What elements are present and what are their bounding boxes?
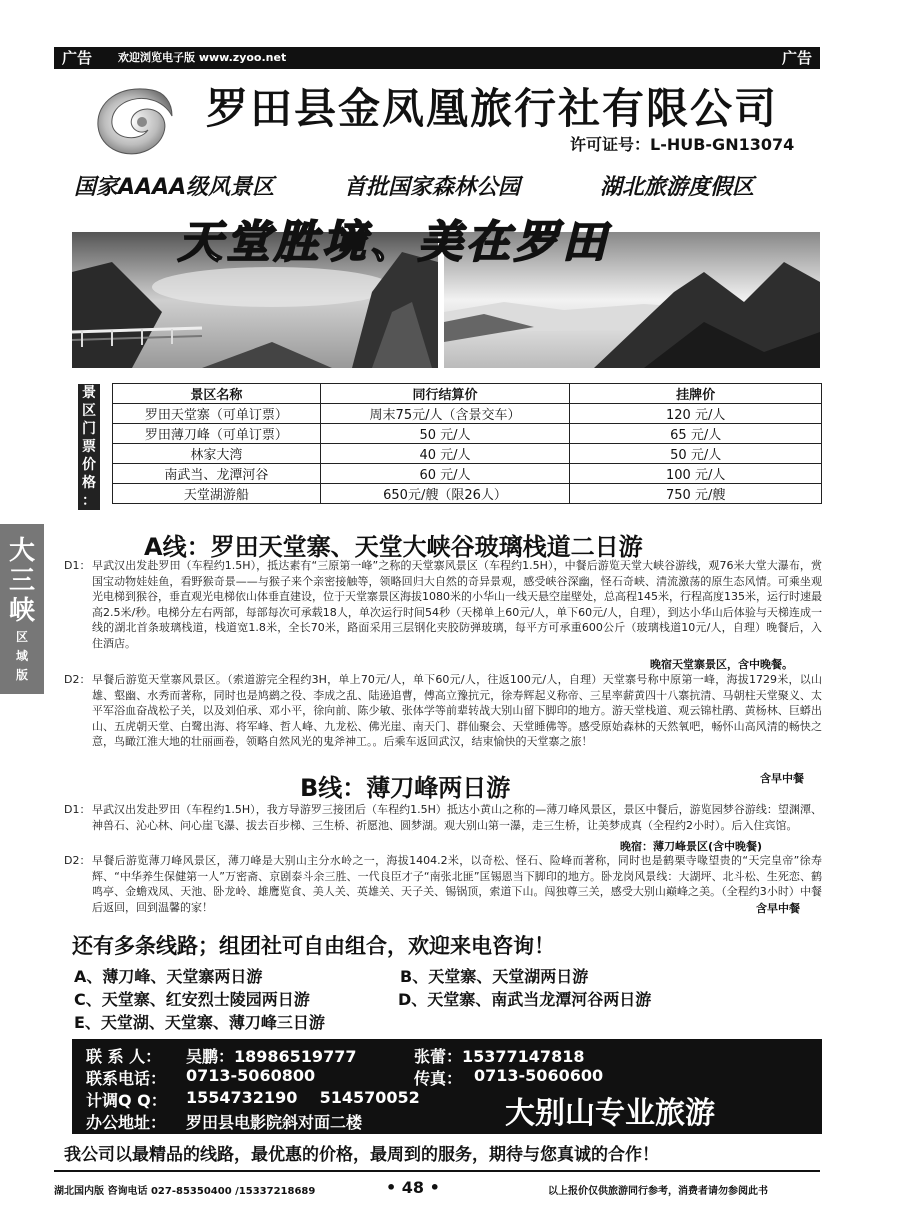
table-row [113, 464, 822, 484]
ad-tag-right: 广告 [782, 49, 813, 67]
side-char: 格 [82, 475, 96, 491]
route-a-title: A线：罗田天堂寨、天堂大峡谷玻璃栈道二日游 [144, 533, 643, 561]
headline: 天堂胜境、美在罗田 [178, 217, 610, 268]
cell-name: 南武当、龙潭河谷 [113, 464, 321, 484]
route-a-day2-note: 含早中餐 [760, 772, 804, 785]
regional-edition-side-banner [0, 524, 44, 694]
route-b-day1-note: 晚宿：薄刀峰景区(含中晚餐) [620, 840, 763, 853]
cell-agent-price: 40 元/人 [320, 444, 570, 464]
cell-agent-price: 650元/艘（限26人） [320, 484, 570, 504]
footer-left: 湖北国内版 咨询电话 027-85350400 /15337218689 [54, 1186, 316, 1197]
route-a-day2 [64, 672, 822, 750]
page-number: • 48 • [386, 1178, 440, 1197]
day-label: D2： [64, 673, 91, 686]
bottom-slogan: 我公司以最精品的线路，最优惠的价格，最周到的服务，期待与您真诚的合作！ [64, 1145, 659, 1165]
contact-qq-label: 计调Q Q： [86, 1091, 167, 1110]
day-label: D1： [64, 803, 91, 816]
cell-list-price: 750 元/艘 [570, 484, 822, 504]
route-a-day1 [64, 558, 822, 651]
banner-sub: 域 [15, 648, 28, 663]
contact-fax: 0713-5060600 [474, 1066, 604, 1085]
company-name: 罗田县金凤凰旅行社有限公司 [206, 84, 779, 133]
header-agent-price: 同行结算价 [320, 384, 570, 404]
slogan-resort: 湖北旅游度假区 [600, 175, 755, 200]
day-text: 早餐后游览天堂寨风景区。（索道游完全程约3H，单上70元/人，单下60元/人，往返100元/人，自理）天堂寨号称中原第一峰，海拔1729米，以山雄、壑幽、水秀而著称，同时也是鸠鹚之役、李成之乱、陆逊追曹，傅高立豫抗元，徐寿辉起义称帝、三星率薪黄四十八寨抗清、马朝柱天堂聚义、太平军浴血奋战松子关，以及刘伯承、邓小平，徐向前、陈少敏、张体学等前辈转战大别山留下脚印的地方。游天堂栈道、观云锦杜鹃、黄杨林、巨蟒出山、五虎朝天堂、白鹭出海、将军峰、哲人峰、九龙松、佛光崖、南天门、群仙聚会、天堂睡佛等。感受原始森林的天然氧吧，畅怀山高风清的畅快之意，鸟瞰江淮大地的壮丽画卷，领略自然风光的鬼斧神工。。后乘车返回武汉，结束愉快的天堂寨之旅！ [92, 673, 822, 748]
cell-agent-price: 周末75元/人（含景交车） [320, 404, 570, 424]
day-label: D1： [64, 559, 91, 572]
ticket-price-side-label [78, 384, 100, 510]
contact-fax-label: 传真： [414, 1069, 463, 1088]
side-char: 区 [82, 403, 96, 419]
side-char: ： [82, 493, 96, 509]
slogan-forest-park: 首批国家森林公园 [344, 175, 521, 200]
contact-phone-label: 联系电话： [86, 1069, 167, 1088]
route-b-day2 [64, 853, 822, 915]
phoenix-logo-icon [90, 80, 180, 162]
big-slogan: 大别山专业旅游 [505, 1096, 715, 1131]
route-b-day2-note: 含早中餐 [756, 902, 800, 915]
website-url[interactable]: 欢迎浏览电子版 www.zyoo.net [118, 51, 287, 64]
cell-name: 罗田薄刀峰（可单订票） [113, 424, 321, 444]
more-route-item: B、天堂寨、天堂湖两日游 [400, 967, 589, 986]
cell-name: 罗田天堂寨（可单订票） [113, 404, 321, 424]
banner-char: 三 [8, 565, 35, 596]
contact-person-1: 吴鹏：18986519777 [186, 1047, 357, 1066]
day-text: 早武汉出发赴罗田（车程约1.5H），抵达素有“三原第一峰”之称的天堂寨风景区（车程约1.5H），中餐后游览天堂大峡谷游线，观76米大堂大瀑布，赏国宝动物娃娃鱼，看野猴奇景——与猴子来个亲密接触等，领略回归大自然的奇异景观，感受峡谷深幽，怪石奇峡、清流激荡的原生态风情。可乘坐观光电梯到猴谷，垂直观光电梯依山体垂直建设，位于天堂寨景区海拔1080米的小华山一线天悬空崖壁处，总高程145米，行程高度135米，运行时速最高2.5米/秒。电梯分左右两部，每部每次可承载18人，单次运行时间54秒（天梯单上60元/人，单下60元/人，自理），到达小华山后体验与天梯连成一线的湖北首条玻璃栈道，栈道宽1.8米，全长70米，路面采用三层钢化夹胶防弹玻璃，每平方可承重600公斤（玻璃栈道10元/人，自理）晚餐后，入住酒店。 [92, 559, 822, 650]
cell-agent-price: 60 元/人 [320, 464, 570, 484]
more-routes-title: 还有多条线路；组团社可自由组合，欢迎来电咨询！ [72, 934, 555, 958]
day-text: 早武汉出发赴罗田（车程约1.5H），我方导游罗三接团后（车程约1.5H）抵达小黄山之称的—薄刀峰风景区，景区中餐后，游览园梦谷游线：望渊潭、神兽石、沁心林、问心崖飞瀑、拔去百步梯、三生桥、祈愿池、圆梦湖。观大别山第一瀑，走三生桥，让美梦成真（全程约2小时）。后入住宾馆。 [92, 803, 822, 832]
side-char: 票 [82, 439, 96, 455]
route-b-day1 [64, 802, 822, 833]
more-route-item: E、天堂湖、天堂寨、薄刀峰三日游 [74, 1013, 325, 1032]
table-row [113, 404, 822, 424]
route-a-day1-note: 晚宿天堂寨景区，含中晚餐。 [650, 658, 793, 671]
contact-address: 罗田县电影院斜对面二楼 [186, 1113, 363, 1132]
cell-name: 林家大湾 [113, 444, 321, 464]
header-list-price: 挂牌价 [570, 384, 822, 404]
header-scenic-name: 景区名称 [113, 384, 321, 404]
cell-list-price: 120 元/人 [570, 404, 822, 424]
side-char: 门 [82, 421, 96, 437]
side-char: 景 [82, 385, 96, 401]
table-row [113, 444, 822, 464]
more-route-item: A、薄刀峰、天堂寨两日游 [74, 967, 263, 986]
banner-sub: 版 [15, 667, 28, 682]
cell-name: 天堂湖游船 [113, 484, 321, 504]
more-route-item: D、天堂寨、南武当龙潭河谷两日游 [398, 990, 652, 1009]
table-row [113, 484, 822, 504]
divider [54, 1170, 820, 1172]
side-char: 价 [82, 457, 96, 473]
slogan-aaaa: 国家AAAA级风景区 [74, 175, 275, 200]
ad-tag-left: 广告 [62, 49, 93, 67]
day-text: 早餐后游览薄刀峰风景区，薄刀峰是大别山主分水岭之一，海拔1404.2米，以奇松、怪石、险峰而著称，同时也是鹤栗寺喙望贵的“天完皇帝”徐寿辉、“中华养生保健第一人”万密斋、京剧泰斗余三胜、一代良臣才子“南张北匪”匡锡恩当下脚印的地方。卧龙岗风景线：大湖坪、北斗松、生死恋、鹤鸣亭、金蟾戏凤、天池、卧龙岭、雄鹰览食、美人关、英雄关、天子关、锡锅顶，索道下山。闯独尊三关，感受大别山巅峰之美。（全程约3小时）中餐后返回，回到温馨的家！ [92, 854, 822, 914]
day-label: D2： [64, 854, 91, 867]
footer-right: 以上报价仅供旅游同行参考，消费者请勿参阅此书 [548, 1186, 768, 1197]
license-number: 许可证号：L-HUB-GN13074 [570, 135, 795, 154]
contact-person-label: 联 系 人： [86, 1047, 162, 1066]
more-route-item: C、天堂寨、红安烈士陵园两日游 [74, 990, 310, 1009]
ticket-price-table [112, 383, 822, 504]
banner-sub: 区 [15, 629, 28, 644]
banner-char: 峡 [8, 595, 35, 626]
contact-phone: 0713-5060800 [186, 1066, 316, 1085]
table-header-row [113, 384, 822, 404]
contact-person-2: 张蕾：15377147818 [414, 1047, 585, 1066]
table-row [113, 424, 822, 444]
contact-address-label: 办公地址： [86, 1113, 167, 1132]
cell-list-price: 100 元/人 [570, 464, 822, 484]
route-b-title: B线：薄刀峰两日游 [300, 774, 511, 802]
cell-agent-price: 50 元/人 [320, 424, 570, 444]
cell-list-price: 50 元/人 [570, 444, 822, 464]
cell-list-price: 65 元/人 [570, 424, 822, 444]
banner-char: 大 [8, 535, 35, 566]
contact-qq: 1554732190 514570052 [186, 1088, 420, 1107]
